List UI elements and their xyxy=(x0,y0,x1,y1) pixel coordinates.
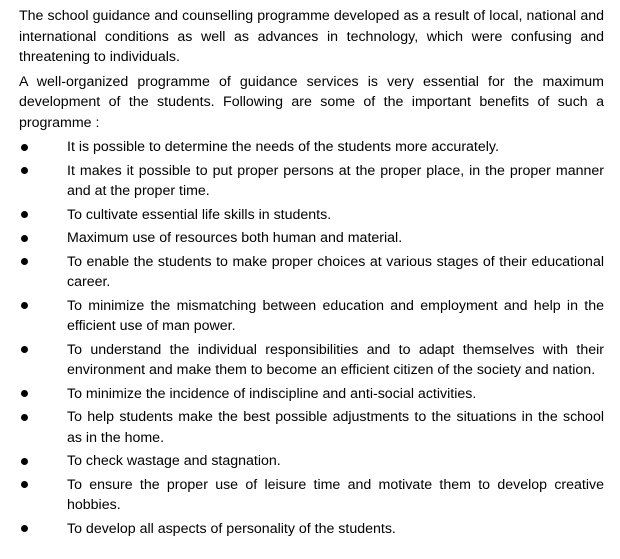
list-item-text: To ensure the proper use of leisure time and motivate them to develop creative hobbies. xyxy=(67,476,604,513)
list-item xyxy=(19,340,604,381)
bullet-icon xyxy=(19,137,39,157)
list-item-text: To minimize the incidence of indiscipline and anti-social activities. xyxy=(67,385,477,402)
list-item xyxy=(19,384,604,405)
bullet-icon xyxy=(19,252,39,272)
intro-paragraph: The school guidance and counselling programme developed as a result of local, national and international conditions as well as advances in technology, which were confusing and threatening to individuals. xyxy=(19,8,604,65)
document-body xyxy=(19,6,604,542)
list-item-text: It makes it possible to put proper persons at the proper place, in the proper manner and at the proper time. xyxy=(67,162,604,199)
bullet-icon xyxy=(19,519,39,539)
list-item-text: To enable the students to make proper choices at various stages of their educational career. xyxy=(67,253,604,290)
list-item xyxy=(19,228,604,249)
list-item xyxy=(19,252,604,293)
list-item xyxy=(19,475,604,516)
bullet-icon xyxy=(19,296,39,316)
list-item xyxy=(19,451,604,472)
list-item-text: To help students make the best possible adjustments to the situations in the school as in the home. xyxy=(67,409,604,446)
bullet-icon xyxy=(19,451,39,471)
bullet-icon xyxy=(19,384,39,404)
list-item-text: Maximum use of resources both human and material. xyxy=(67,230,403,246)
list-item xyxy=(19,137,604,158)
list-item-text: To understand the individual responsibilities and to adapt themselves with their environment and make them to become an efficient citizen of the society and nation. xyxy=(67,341,604,378)
list-item-text: To minimize the mismatching between education and employment and help in the efficient use of man power. xyxy=(67,297,604,334)
list-item-text: To check wastage and stagnation. xyxy=(67,453,281,469)
list-item xyxy=(19,407,604,448)
benefits-list xyxy=(19,137,604,539)
list-item xyxy=(19,519,604,540)
bullet-icon xyxy=(19,161,39,181)
bullet-icon xyxy=(19,205,39,225)
list-item xyxy=(19,296,604,337)
list-item xyxy=(19,161,604,202)
bullet-icon xyxy=(19,228,39,248)
bullet-icon xyxy=(19,475,39,495)
list-item-text: It is possible to determine the needs of the students more accurately. xyxy=(67,139,499,155)
list-item-text: To develop all aspects of personality of the students. xyxy=(67,520,396,537)
bullet-icon xyxy=(19,407,39,427)
benefits-intro-paragraph: A well-organized programme of guidance services is very essential for the maximum development of the students. Following are some of the important benefits of such a programme : xyxy=(19,73,604,131)
bullet-icon xyxy=(19,340,39,360)
list-item xyxy=(19,205,604,226)
list-item-text: To cultivate essential life skills in students. xyxy=(67,206,332,223)
